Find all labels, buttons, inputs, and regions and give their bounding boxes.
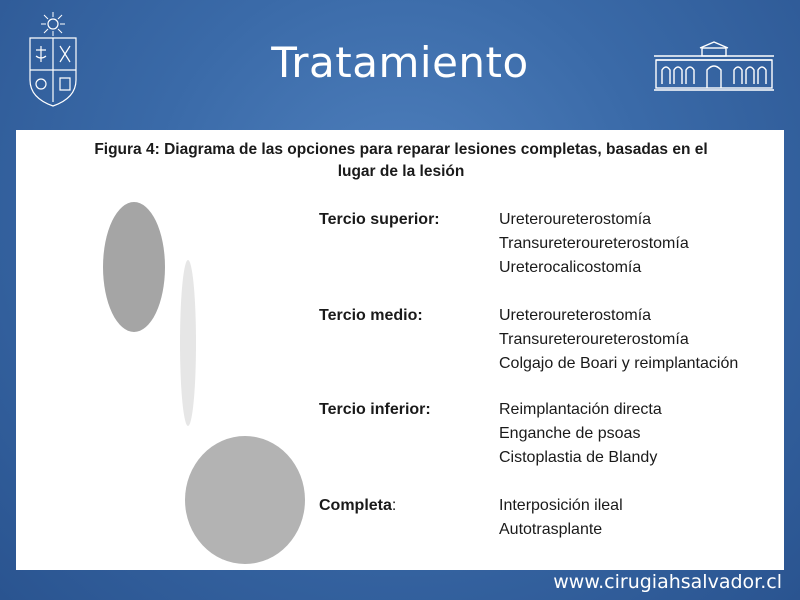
option-item: Ureteroureterostomía <box>499 211 652 228</box>
option-list <box>499 208 689 280</box>
option-item: Cistoplastia de Blandy <box>499 449 658 466</box>
slide-title: Tratamiento <box>271 38 529 87</box>
option-item: Enganche de psoas <box>499 425 641 442</box>
option-item: Ureteroureterostomía <box>499 307 652 324</box>
figure-caption <box>36 139 766 183</box>
section-label: Tercio superior: <box>319 211 440 228</box>
option-list <box>499 304 738 376</box>
option-item: Colgajo de Boari y reimplantación <box>499 355 739 372</box>
hospital-building-icon <box>652 40 776 92</box>
section-label-colon: : <box>391 497 397 514</box>
section-label <box>319 494 396 518</box>
option-item: Transureteroureterostomía <box>499 331 689 348</box>
option-item: Transureteroureterostomía <box>499 235 689 252</box>
ureter-lower-third-shape <box>185 436 305 564</box>
figure-panel <box>16 130 784 570</box>
option-list <box>499 494 623 542</box>
option-item: Autotrasplante <box>499 521 603 538</box>
option-item: Ureterocalicostomía <box>499 259 642 276</box>
ureter-middle-third-shape <box>180 260 196 426</box>
section-label-text: Completa <box>319 497 392 514</box>
option-item: Interposición ileal <box>499 497 623 514</box>
figure-caption-line-2: lugar de la lesión <box>337 163 465 180</box>
section-label: Tercio inferior: <box>319 401 431 418</box>
footer-website-url: www.cirugiahsalvador.cl <box>553 571 782 593</box>
ureter-upper-third-shape <box>103 202 165 332</box>
option-item: Reimplantación directa <box>499 401 662 418</box>
option-list <box>499 398 662 470</box>
figure-caption-line-1: Figura 4: Diagrama de las opciones para reparar lesiones completas, basadas en el <box>94 141 708 158</box>
section-label: Tercio medio: <box>319 307 423 324</box>
